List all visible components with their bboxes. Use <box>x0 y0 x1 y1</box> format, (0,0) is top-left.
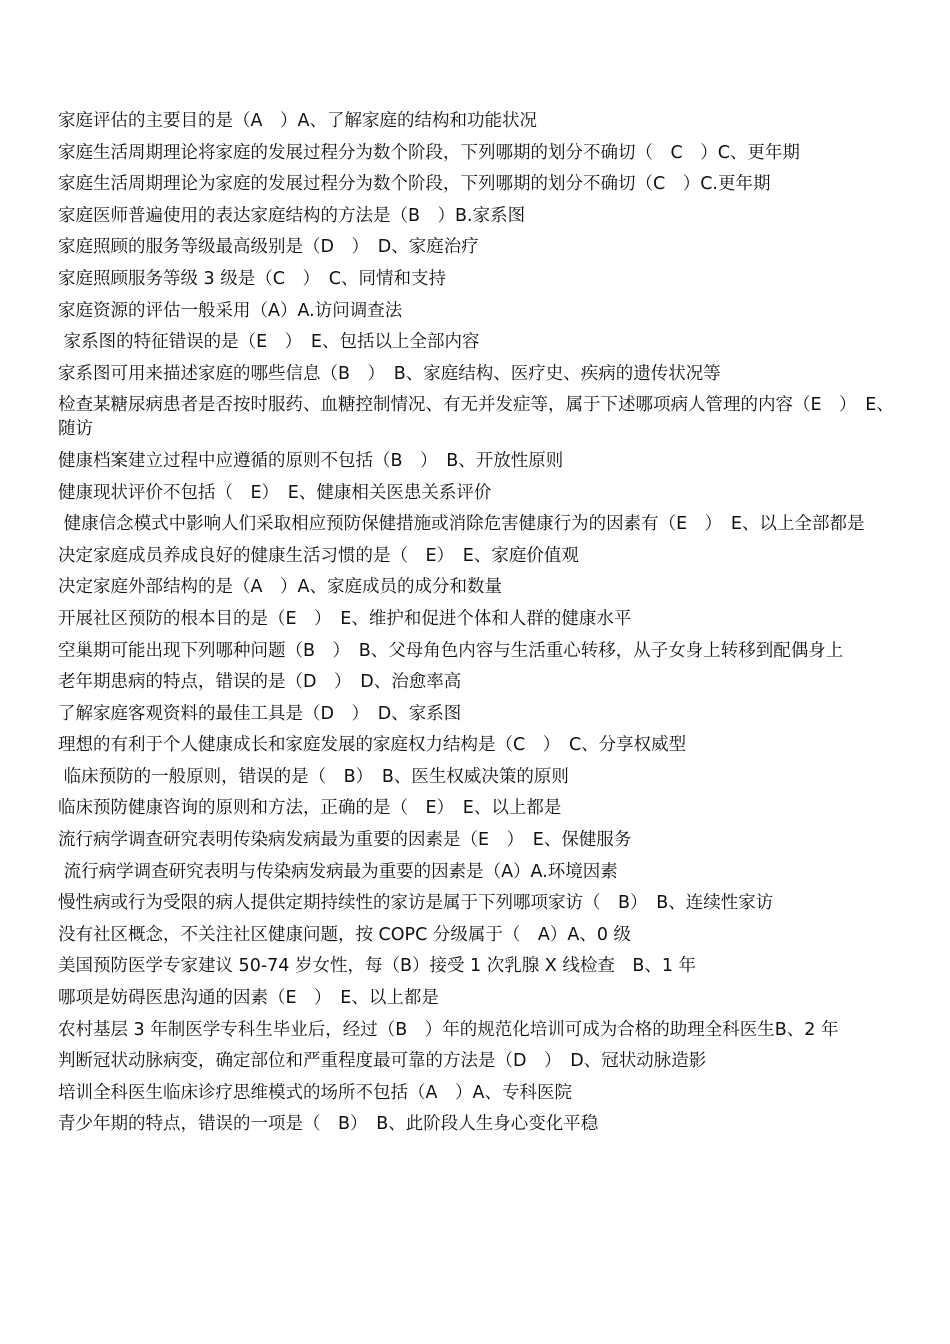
question-line: 决定家庭外部结构的是（A ）A、家庭成员的成分和数量 <box>58 577 502 598</box>
question-line: 农村基层 3 年制医学专科生毕业后，经过（B ）年的规范化培训可成为合格的助理全科医生B、2 年 <box>58 1019 839 1040</box>
question-line: 没有社区概念，不关注社区健康问题，按 COPC 分级属于（ A）A、0 级 <box>58 924 632 945</box>
question-line: 临床预防健康咨询的原则和方法，正确的是（ E） E、以上都是 <box>58 798 562 819</box>
question-line: 家庭评估的主要目的是（A ）A、了解家庭的结构和功能状况 <box>58 111 537 131</box>
question-line: 家庭照顾服务等级 3 级是（C ） C、同情和支持 <box>58 268 446 289</box>
question-line: 慢性病或行为受限的病人提供定期持续性的家访是属于下列哪项家访（ B） B、连续性家访 <box>58 893 774 914</box>
question-line: 开展社区预防的根本目的是（E ） E、维护和促进个体和人群的健康水平 <box>58 608 632 629</box>
question-line: 临床预防的一般原则，错误的是（ B） B、医生权威决策的原则 <box>58 766 569 787</box>
question-line: 家系图可用来描述家庭的哪些信息（B ） B、家庭结构、医疗史、疾病的遗传状况等 <box>58 363 721 384</box>
question-line: 哪项是妨碍医患沟通的因素（E ） E、以上都是 <box>58 988 439 1009</box>
question-line: 了解家庭客观资料的最佳工具是（D ） D、家系图 <box>58 703 462 724</box>
question-line: 家庭资源的评估一般采用（A）A.访问调查法 <box>58 300 403 321</box>
document-body <box>58 109 906 1144</box>
question-line: 家系图的特征错误的是（E ） E、包括以上全部内容 <box>58 332 480 353</box>
question-line: 家庭医师普遍使用的表达家庭结构的方法是（B ）B.家系图 <box>58 205 526 226</box>
question-line: 青少年期的特点，错误的一项是（ B） B、此阶段人生身心变化平稳 <box>58 1114 599 1135</box>
question-line: 家庭生活周期理论为家庭的发展过程分为数个阶段，下列哪期的划分不确切（C ）C.更年期 <box>58 174 771 195</box>
question-line: 培训全科医生临床诊疗思维模式的场所不包括（A ）A、专科医院 <box>58 1082 572 1103</box>
question-line: 家庭照顾的服务等级最高级别是（D ） D、家庭治疗 <box>58 237 479 258</box>
question-line: 家庭生活周期理论将家庭的发展过程分为数个阶段，下列哪期的划分不确切（ C ）C、更年期 <box>58 142 800 163</box>
question-line: 检查某糖尿病患者是否按时服药、血糖控制情况、有无并发症等，属于下述哪项病人管理的内容（E ） E、随访 <box>58 395 894 440</box>
question-line: 健康信念模式中影响人们采取相应预防保健措施或消除危害健康行为的因素有（E ） E、以上全部都是 <box>58 514 865 535</box>
question-line: 决定家庭成员养成良好的健康生活习惯的是（ E） E、家庭价值观 <box>58 545 579 566</box>
question-line: 判断冠状动脉病变，确定部位和严重程度最可靠的方法是（D ） D、冠状动脉造影 <box>58 1051 707 1072</box>
question-line: 理想的有利于个人健康成长和家庭发展的家庭权力结构是（C ） C、分享权威型 <box>58 735 687 756</box>
question-line: 健康现状评价不包括（ E） E、健康相关医患关系评价 <box>58 482 492 503</box>
question-line: 流行病学调查研究表明传染病发病最为重要的因素是（E ） E、保健服务 <box>58 830 632 851</box>
question-line: 空巢期可能出现下列哪种问题（B ） B、父母角色内容与生活重心转移，从子女身上转移到配偶身上 <box>58 640 844 661</box>
question-line: 健康档案建立过程中应遵循的原则不包括（B ） B、开放性原则 <box>58 450 564 471</box>
question-line: 美国预防医学专家建议 50-74 岁女性，每（B）接受 1 次乳腺 X 线检查 B、1 年 <box>58 956 697 977</box>
question-line: 流行病学调查研究表明与传染病发病最为重要的因素是（A）A.环境因素 <box>58 861 618 882</box>
question-line: 老年期患病的特点，错误的是（D ） D、治愈率高 <box>58 672 462 693</box>
